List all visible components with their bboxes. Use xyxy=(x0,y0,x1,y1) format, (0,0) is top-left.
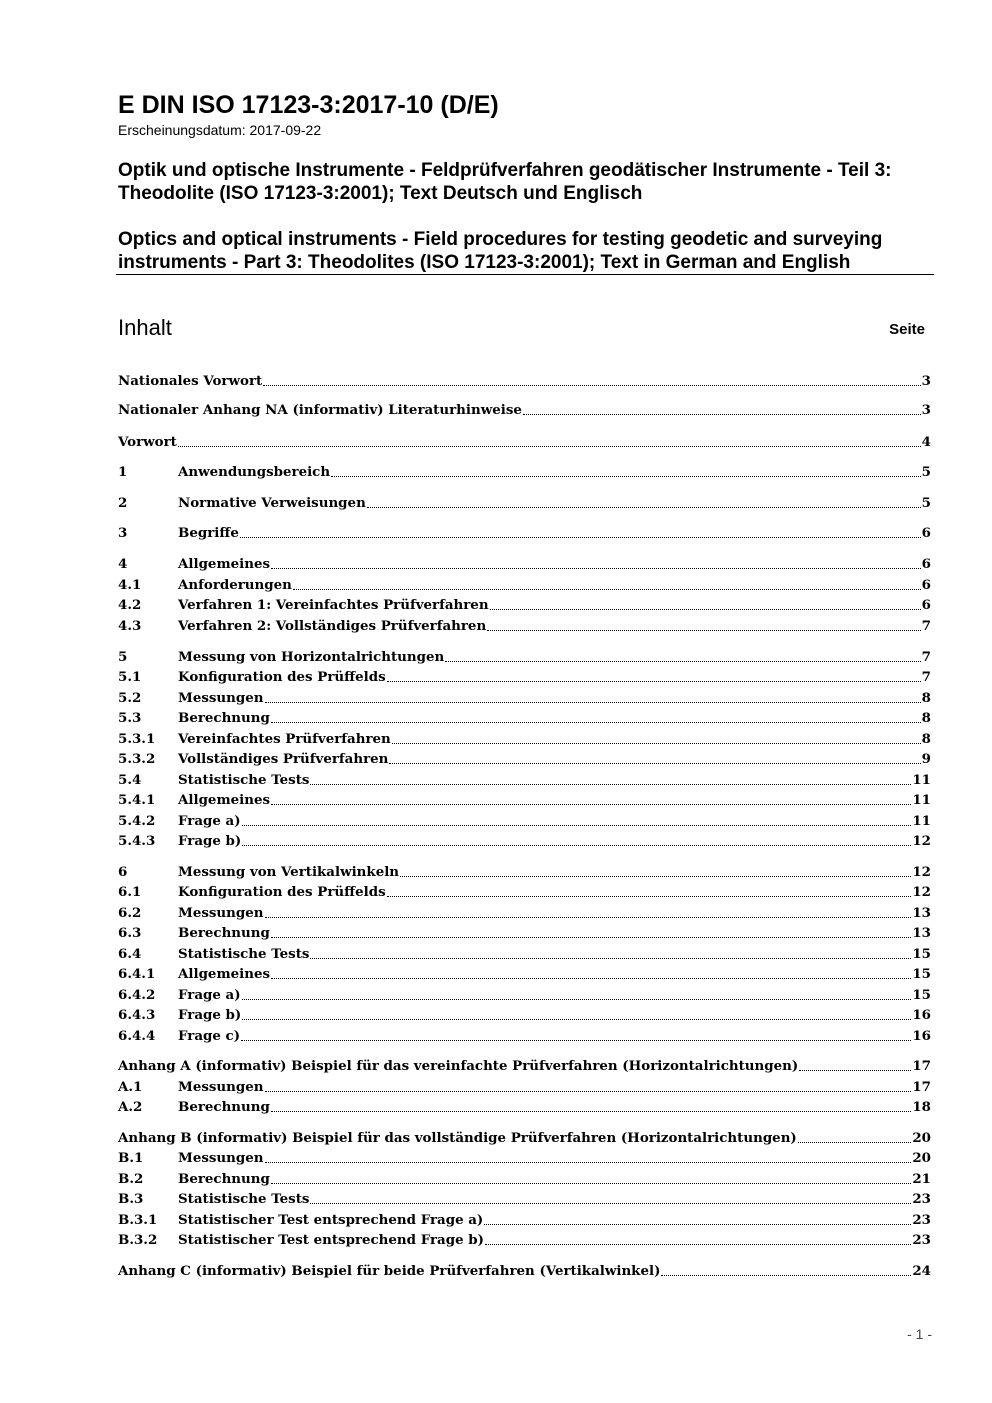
toc-entry-page: 8 xyxy=(921,710,931,726)
toc-entry-number: 5.4 xyxy=(118,772,142,788)
toc-entry-number: 5.4.2 xyxy=(118,813,156,829)
toc-entry-title: Statistische Tests xyxy=(178,1191,310,1207)
toc-entry[interactable] xyxy=(118,574,931,596)
toc-entry[interactable] xyxy=(118,666,931,688)
toc-entry-title: Anforderungen xyxy=(178,577,292,593)
toc-entry-title: Messung von Horizontalrichtungen xyxy=(178,649,445,665)
toc-entry-number: B.1 xyxy=(118,1150,144,1166)
toc-entry-title: Berechnung xyxy=(178,710,270,726)
toc-entry-page: 5 xyxy=(921,464,931,480)
document-code: E DIN ISO 17123-3:2017-10 (D/E) xyxy=(118,91,499,119)
toc-entry-page: 6 xyxy=(921,556,931,572)
toc-entry-title: Verfahren 1: Vereinfachtes Prüfverfahren xyxy=(178,597,489,613)
toc-leader-dots xyxy=(387,680,921,682)
toc-entry-number: 4 xyxy=(118,556,128,572)
toc-entry-page: 17 xyxy=(912,1058,931,1074)
toc-entry-page: 4 xyxy=(921,434,931,450)
toc-entry-title: Berechnung xyxy=(178,1099,270,1115)
toc-entry-number: 5.3 xyxy=(118,710,142,726)
toc-leader-dots xyxy=(271,721,921,723)
toc-entry-title: Nationales Vorwort xyxy=(118,373,263,389)
toc-entry-page: 24 xyxy=(912,1263,931,1279)
toc-entry-number: 5.3.2 xyxy=(118,751,156,767)
toc-entry[interactable] xyxy=(118,594,931,616)
toc-entry[interactable] xyxy=(118,1096,931,1118)
toc-entry-page: 11 xyxy=(912,772,931,788)
toc-leader-dots xyxy=(310,783,911,785)
toc-entry[interactable] xyxy=(118,522,931,544)
toc-entry-number: B.3.2 xyxy=(118,1232,158,1248)
toc-entry-title: Messungen xyxy=(178,905,264,921)
toc-entry-number: A.2 xyxy=(118,1099,143,1115)
toc-leader-dots xyxy=(310,1202,911,1204)
toc-entry-number: 2 xyxy=(118,495,128,511)
toc-leader-dots xyxy=(484,1223,911,1225)
toc-entry[interactable] xyxy=(118,810,931,832)
toc-entry-number: 6.4.1 xyxy=(118,966,156,982)
toc-entry-title: Messungen xyxy=(178,1079,264,1095)
toc-entry-page: 18 xyxy=(912,1099,931,1115)
toc-entry-page: 7 xyxy=(921,649,931,665)
toc-entry-page: 8 xyxy=(921,690,931,706)
toc-entry-number: 6.1 xyxy=(118,884,142,900)
toc-entry-title: Anhang B (informativ) Beispiel für das vollständige Prüfverfahren (Horizontalrichtungen) xyxy=(118,1130,797,1146)
toc-entry-title: Nationaler Anhang NA (informativ) Literaturhinweise xyxy=(118,402,522,418)
toc-leader-dots xyxy=(271,803,911,805)
toc-entry-title: Frage b) xyxy=(178,833,242,849)
toc-leader-dots xyxy=(310,957,911,959)
toc-entry-title: Normative Verweisungen xyxy=(178,495,366,511)
toc-leader-dots xyxy=(490,608,921,610)
toc-leader-dots xyxy=(798,1141,912,1143)
toc-entry-number: 5.4.1 xyxy=(118,792,156,808)
toc-leader-dots xyxy=(485,1243,911,1245)
toc-entry-page: 8 xyxy=(921,731,931,747)
toc-entry[interactable] xyxy=(118,1127,931,1149)
toc-entry-page: 13 xyxy=(912,925,931,941)
toc-entry-page: 11 xyxy=(912,792,931,808)
toc-entry-title: Frage a) xyxy=(178,813,241,829)
toc-leader-dots xyxy=(242,998,912,1000)
toc-entry-number: B.3.1 xyxy=(118,1212,158,1228)
toc-entry[interactable] xyxy=(118,1209,931,1231)
footer-page-number: - 1 - xyxy=(907,1326,932,1342)
toc-entry[interactable] xyxy=(118,902,931,924)
toc-entry[interactable] xyxy=(118,943,931,965)
toc-leader-dots xyxy=(271,1110,911,1112)
toc-entry-page: 15 xyxy=(912,946,931,962)
toc-entry-page: 15 xyxy=(912,966,931,982)
toc-entry-title: Verfahren 2: Vollständiges Prüfverfahren xyxy=(178,618,487,634)
toc-entry[interactable] xyxy=(118,461,931,483)
toc-entry-number: 5.4.3 xyxy=(118,833,156,849)
toc-entry-page: 9 xyxy=(921,751,931,767)
toc-entry-title: Anhang A (informativ) Beispiel für das vereinfachte Prüfverfahren (Horizontalrichtungen) xyxy=(118,1058,799,1074)
toc-entry-number: B.2 xyxy=(118,1171,144,1187)
toc-entry-number: 6.2 xyxy=(118,905,142,921)
publication-date: Erscheinungsdatum: 2017-09-22 xyxy=(118,122,322,138)
toc-entry-page: 16 xyxy=(912,1007,931,1023)
toc-entry-number: A.1 xyxy=(118,1079,143,1095)
toc-entry-page: 11 xyxy=(912,813,931,829)
toc-entry-number: 6.4.2 xyxy=(118,987,156,1003)
toc-leader-dots xyxy=(265,1161,912,1163)
toc-leader-dots xyxy=(263,384,920,386)
toc-entry-page: 6 xyxy=(921,597,931,613)
toc-entry-page: 23 xyxy=(912,1212,931,1228)
toc-entry[interactable] xyxy=(118,687,931,709)
toc-entry-title: Begriffe xyxy=(178,525,239,541)
toc-entry-page: 21 xyxy=(912,1171,931,1187)
toc-entry-number: 5.1 xyxy=(118,669,142,685)
toc-entry[interactable] xyxy=(118,789,931,811)
toc-leader-dots xyxy=(445,660,920,662)
toc-entry-number: 3 xyxy=(118,525,128,541)
toc-leader-dots xyxy=(392,742,921,744)
toc-entry-number: B.3 xyxy=(118,1191,144,1207)
toc-entry-number: 5.3.1 xyxy=(118,731,156,747)
toc-entry-title: Messung von Vertikalwinkeln xyxy=(178,864,400,880)
toc-entry[interactable] xyxy=(118,370,931,392)
toc-entry[interactable] xyxy=(118,1168,931,1190)
toc-entry[interactable] xyxy=(118,1147,931,1169)
toc-entry-number: 1 xyxy=(118,464,128,480)
toc-entry-number: 4.2 xyxy=(118,597,142,613)
toc-leader-dots xyxy=(242,1018,911,1020)
toc-entry-title: Vollständiges Prüfverfahren xyxy=(178,751,389,767)
toc-leader-dots xyxy=(661,1274,911,1276)
toc-entry-page: 23 xyxy=(912,1232,931,1248)
toc-leader-dots xyxy=(240,536,921,538)
toc-entry-number: 5 xyxy=(118,649,128,665)
toc-leader-dots xyxy=(400,875,911,877)
toc-entry-title: Statistischer Test entsprechend Frage b) xyxy=(178,1232,484,1248)
toc-entry[interactable] xyxy=(118,1188,931,1210)
toc-entry[interactable] xyxy=(118,1055,931,1077)
toc-entry-title: Vereinfachtes Prüfverfahren xyxy=(178,731,391,747)
toc-entry-title: Vorwort xyxy=(118,434,177,450)
toc-leader-dots xyxy=(271,1182,911,1184)
toc-entry-title: Statistischer Test entsprechend Frage a) xyxy=(178,1212,484,1228)
toc-entry-number: 6.4.4 xyxy=(118,1028,156,1044)
toc-entry-title: Statistische Tests xyxy=(178,946,310,962)
toc-entry[interactable] xyxy=(118,881,931,903)
toc-entry-page: 7 xyxy=(921,618,931,634)
toc-entry-title: Anwendungsbereich xyxy=(178,464,331,480)
toc-entry-page: 6 xyxy=(921,525,931,541)
toc-entry-title: Allgemeines xyxy=(178,792,271,808)
toc-entry[interactable] xyxy=(118,1229,931,1251)
toc-entry[interactable] xyxy=(118,984,931,1006)
toc-leader-dots xyxy=(242,824,912,826)
toc-entry-title: Berechnung xyxy=(178,1171,270,1187)
title-german: Optik und optische Instrumente - Feldprüfverfahren geodätischer Instrumente - Teil 3: Theodolite (ISO 17123-3:2001); Text Deutsch und Englisch xyxy=(118,160,892,204)
toc-entry-number: 4.1 xyxy=(118,577,142,593)
title-english: Optics and optical instruments - Field procedures for testing geodetic and surveying instruments - Part 3: Theodolites (ISO 17123-3:2001); Text in German and English xyxy=(118,229,883,273)
toc-entry[interactable] xyxy=(118,1260,931,1282)
toc-page-label: Seite xyxy=(889,321,925,338)
toc-entry[interactable] xyxy=(118,748,931,770)
toc-entry-title: Konfiguration des Prüffelds xyxy=(178,669,386,685)
toc-leader-dots xyxy=(241,1039,911,1041)
toc-entry-page: 16 xyxy=(912,1028,931,1044)
toc-entry-title: Frage c) xyxy=(178,1028,241,1044)
title-divider xyxy=(116,274,934,275)
toc-entry-page: 13 xyxy=(912,905,931,921)
toc-entry-title: Statistische Tests xyxy=(178,772,310,788)
toc-entry-number: 6.4 xyxy=(118,946,142,962)
toc-entry-page: 12 xyxy=(912,884,931,900)
toc-leader-dots xyxy=(799,1069,911,1071)
toc-entry[interactable] xyxy=(118,861,931,883)
toc-entry-title: Berechnung xyxy=(178,925,270,941)
toc-leader-dots xyxy=(271,977,911,979)
toc-entry[interactable] xyxy=(118,1076,931,1098)
toc-entry-title: Messungen xyxy=(178,1150,264,1166)
toc-entry-title: Allgemeines xyxy=(178,966,271,982)
toc-leader-dots xyxy=(367,506,921,508)
toc-entry-page: 23 xyxy=(912,1191,931,1207)
toc-entry-page: 15 xyxy=(912,987,931,1003)
toc-entry[interactable] xyxy=(118,1025,931,1047)
toc-leader-dots xyxy=(265,701,921,703)
toc-entry-page: 20 xyxy=(912,1130,931,1146)
toc-entry-page: 7 xyxy=(921,669,931,685)
toc-entry[interactable] xyxy=(118,830,931,852)
toc-entry[interactable] xyxy=(118,1004,931,1026)
toc-entry-number: 5.2 xyxy=(118,690,142,706)
toc-entry[interactable] xyxy=(118,769,931,791)
toc-entry-page: 20 xyxy=(912,1150,931,1166)
toc-entry-page: 6 xyxy=(921,577,931,593)
toc-entry-title: Messungen xyxy=(178,690,264,706)
toc-leader-dots xyxy=(271,567,921,569)
toc-entry[interactable] xyxy=(118,431,931,453)
toc-heading: Inhalt xyxy=(118,315,172,340)
toc-leader-dots xyxy=(271,936,911,938)
toc-leader-dots xyxy=(487,629,920,631)
toc-entry-page: 17 xyxy=(912,1079,931,1095)
toc-leader-dots xyxy=(265,1090,912,1092)
toc-entry-page: 12 xyxy=(912,864,931,880)
toc-entry-page: 5 xyxy=(921,495,931,511)
toc-entry-title: Anhang C (informativ) Beispiel für beide Prüfverfahren (Vertikalwinkel) xyxy=(118,1263,661,1279)
toc-entry-number: 6.4.3 xyxy=(118,1007,156,1023)
toc-entry-number: 4.3 xyxy=(118,618,142,634)
toc-entry[interactable] xyxy=(118,399,931,421)
toc-entry-number: 6 xyxy=(118,864,128,880)
toc-entry[interactable] xyxy=(118,615,931,637)
toc-entry-page: 3 xyxy=(921,373,931,389)
toc-entry[interactable] xyxy=(118,922,931,944)
toc-leader-dots xyxy=(265,916,912,918)
toc-entry-title: Frage a) xyxy=(178,987,241,1003)
toc-leader-dots xyxy=(389,762,920,764)
toc-entry-page: 3 xyxy=(921,402,931,418)
toc-entry-number: 6.3 xyxy=(118,925,142,941)
toc-entry-title: Allgemeines xyxy=(178,556,271,572)
toc-entry[interactable] xyxy=(118,492,931,514)
toc-entry[interactable] xyxy=(118,646,931,668)
toc-entry[interactable] xyxy=(118,707,931,729)
toc-leader-dots xyxy=(178,445,921,447)
toc-entry-title: Konfiguration des Prüffelds xyxy=(178,884,386,900)
toc-leader-dots xyxy=(242,844,911,846)
toc-entry[interactable] xyxy=(118,728,931,750)
toc-entry[interactable] xyxy=(118,963,931,985)
toc-entry[interactable] xyxy=(118,553,931,575)
toc-leader-dots xyxy=(331,475,921,477)
toc-leader-dots xyxy=(523,413,921,415)
toc-entry-page: 12 xyxy=(912,833,931,849)
toc-leader-dots xyxy=(293,588,921,590)
toc-leader-dots xyxy=(387,895,912,897)
toc-entry-title: Frage b) xyxy=(178,1007,242,1023)
